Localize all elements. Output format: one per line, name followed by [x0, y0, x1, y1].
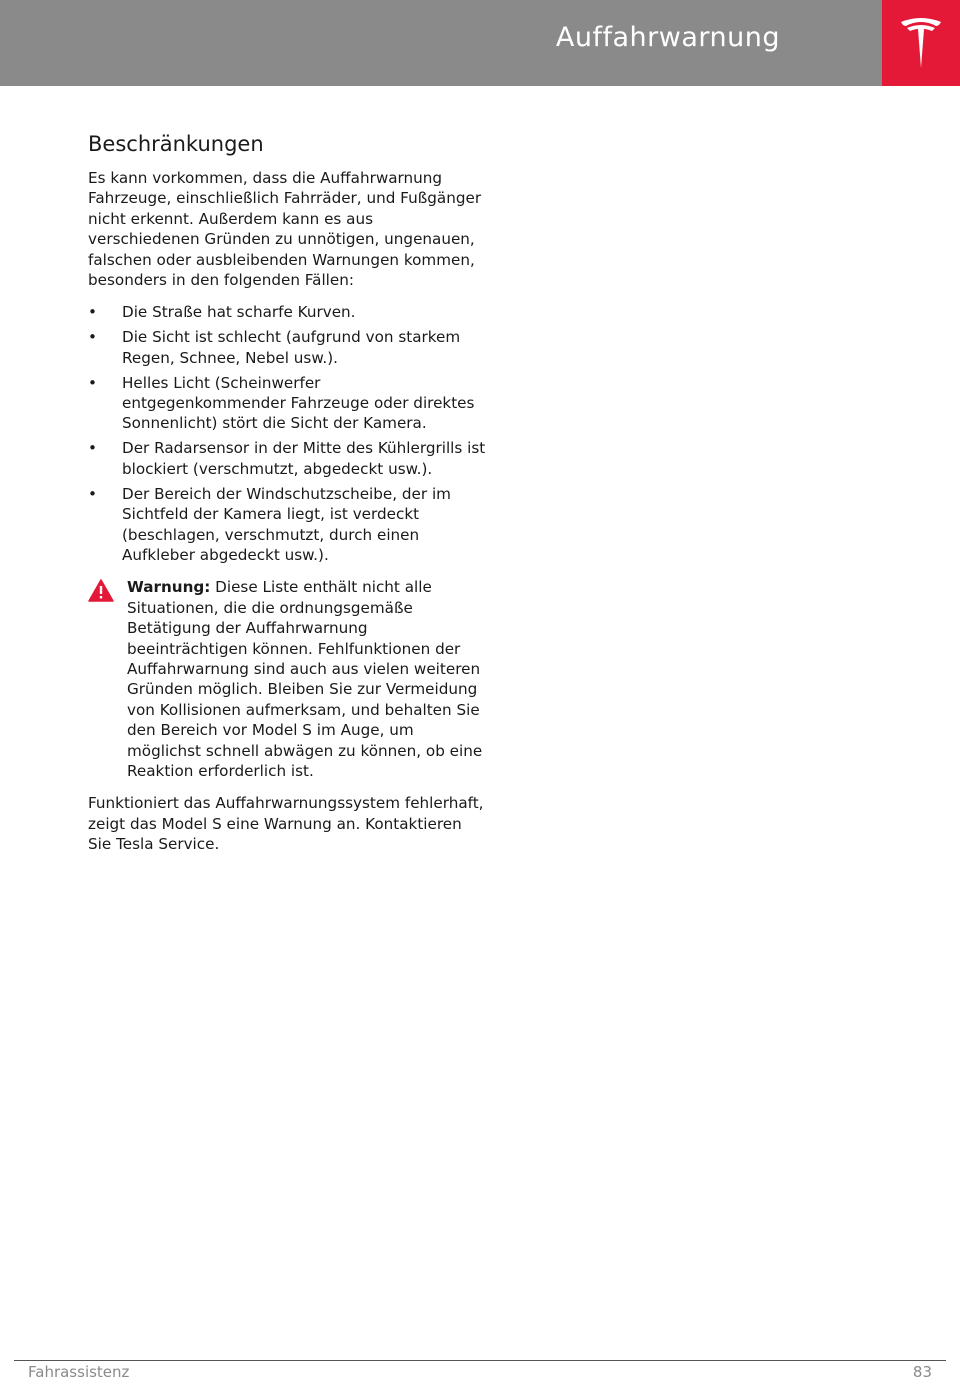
- warning-label: Warnung:: [127, 578, 211, 597]
- bullet: •: [88, 439, 97, 458]
- bullet: •: [88, 328, 97, 347]
- list-item-text: Helles Licht (Scheinwerfer entgegenkommender Fahrzeuge oder direktes Sonnenlicht) stört die Sicht der Kamera.: [122, 373, 475, 433]
- footer-divider: [14, 1360, 946, 1361]
- limitations-list: [88, 302, 488, 565]
- list-item-text: Die Sicht ist schlecht (aufgrund von starkem Regen, Schnee, Nebel usw.).: [122, 328, 461, 367]
- list-item-text: Der Bereich der Windschutzscheibe, der im Sichtfeld der Kamera liegt, ist verdeckt (beschlagen, verschmutzt, durch einen Aufkleber abgedeckt usw.).: [122, 484, 451, 564]
- section-heading: Beschränkungen: [88, 132, 264, 156]
- header-bar: [0, 0, 882, 86]
- page-number: 83: [912, 1363, 932, 1381]
- warning-triangle-icon: [88, 579, 114, 602]
- bullet: •: [88, 484, 97, 503]
- list-item: [88, 327, 488, 368]
- list-item-text: Die Straße hat scharfe Kurven.: [122, 303, 356, 322]
- bullet: •: [88, 373, 97, 392]
- page-title: Auffahrwarnung: [555, 22, 780, 53]
- list-item: [88, 438, 488, 479]
- bullet: •: [88, 303, 97, 322]
- list-item: [88, 302, 488, 322]
- logo-box: [882, 0, 960, 86]
- list-item-text: Der Radarsensor in der Mitte des Kühlergrills ist blockiert (verschmutzt, abgedeckt usw.).: [122, 439, 486, 478]
- footer-section-name: Fahrassistenz: [28, 1363, 130, 1381]
- warning-text: Diese Liste enthält nicht alle Situationen, die die ordnungsgemäße Betätigung der Auffahrwarnung beeinträchtigen können. Fehlfunktionen der Auffahrwarnung sind auch aus vielen weiteren Gründen möglich. Bleiben Sie zur Vermeidung von Kollisionen aufmerksam, und behalten Sie den Bereich vor Model S im Auge, um möglichst schnell abwägen zu können, ob eine Reaktion erforderlich ist.: [127, 578, 483, 780]
- warning-block: [88, 577, 488, 781]
- main-content: [88, 130, 488, 867]
- intro-paragraph: Es kann vorkommen, dass die Auffahrwarnung Fahrzeuge, einschließlich Fahrräder, und Fußgänger nicht erkennt. Außerdem kann es aus verschiedenen Gründen zu unnötigen, ungenauen, falschen oder ausbleibenden Warnungen kommen, besonders in den folgenden Fällen:: [88, 169, 482, 290]
- list-item: [88, 484, 488, 566]
- tesla-logo-icon: [899, 16, 943, 70]
- list-item: [88, 373, 488, 434]
- outro-paragraph: Funktioniert das Auffahrwarnungssystem fehlerhaft, zeigt das Model S eine Warnung an. Kontaktieren Sie Tesla Service.: [88, 794, 484, 854]
